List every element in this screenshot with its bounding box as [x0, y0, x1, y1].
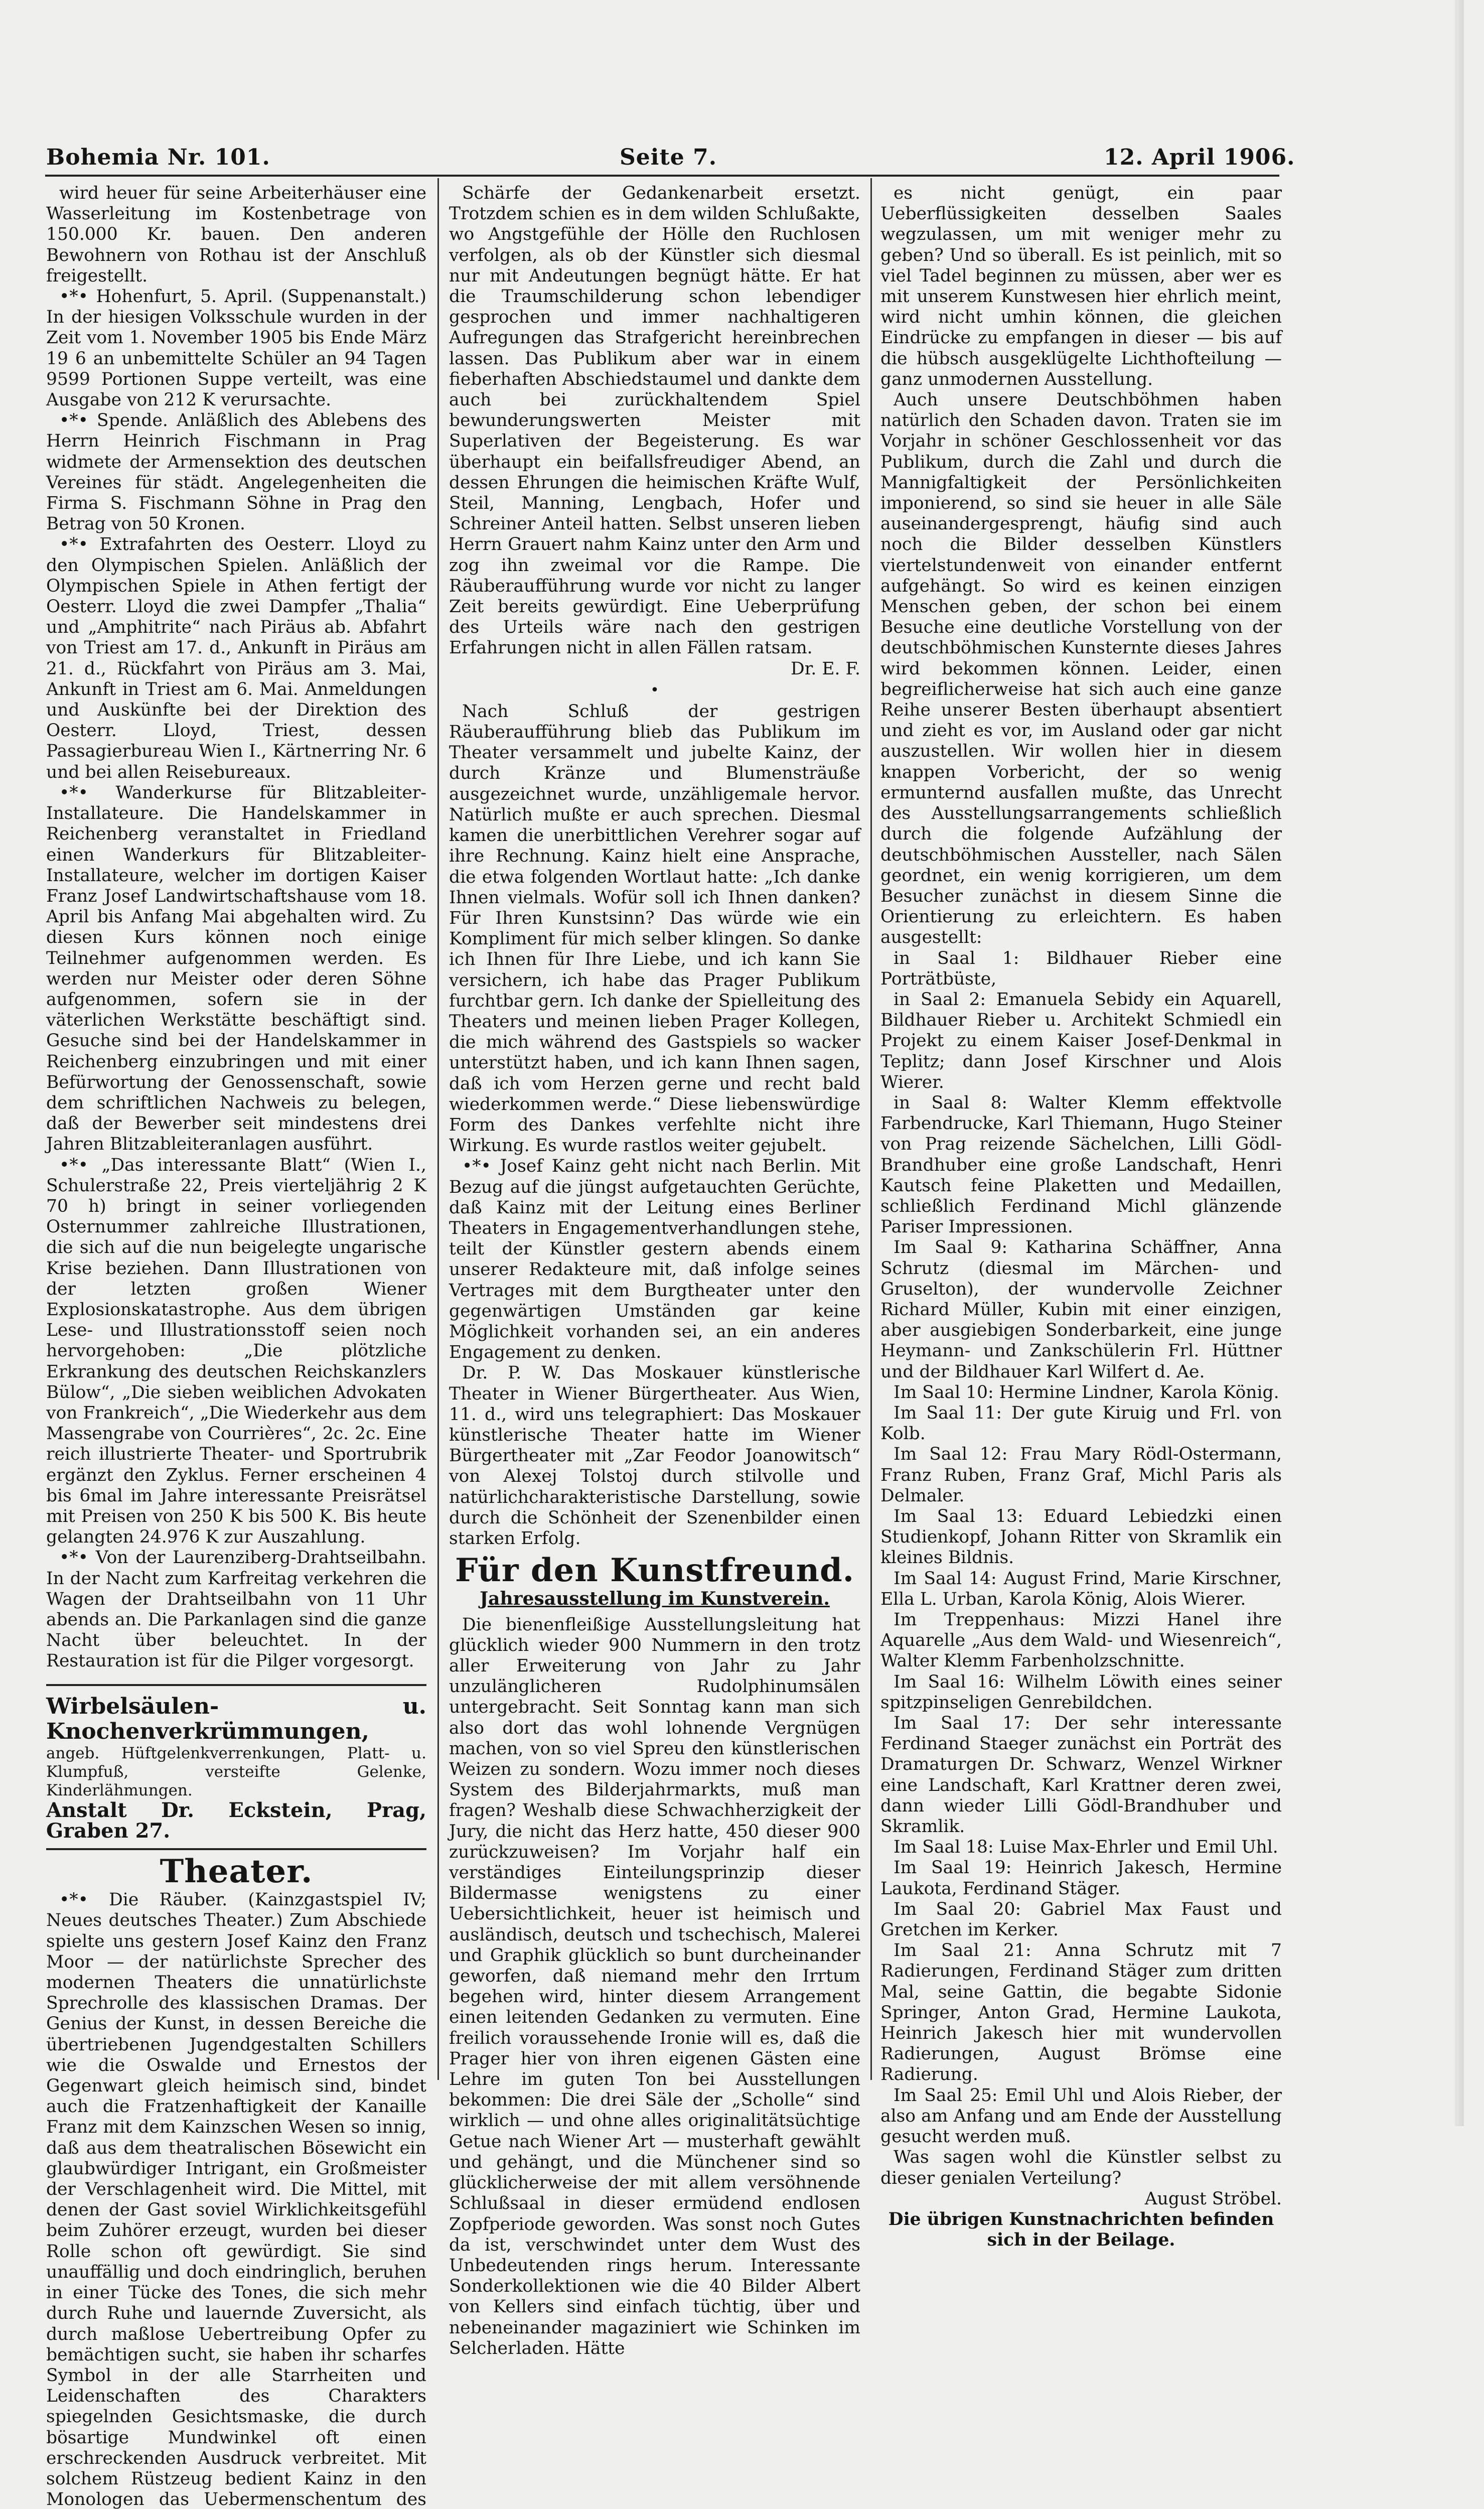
- header-rule: [45, 175, 1279, 177]
- list-saal-16: Im Saal 16: Wilhelm Löwith eines seiner spitzpinseligen Genrebildchen.: [880, 1671, 1282, 1713]
- article-deutschboehmen: Auch unsere Deutschböhmen haben natürlich den Schaden davon. Traten sie im Vorjahr in schöner Geschlossenheit vor das Publikum, durch die Zahl und durch die Mannigfaltigkeit der Persönlichkeiten imponierend, so sind sie heuer in alle Säle auseinandergesprengt, häufig sind auch noch die Bilder desselben Künstlers viertelstundenweit von einander entfernt aufgehängt. So wird es keinen einzigen Menschen geben, der schon bei einem Besuche eine deutliche Vorstellung von der deutschböhmischen Kunsternte dieses Jahres wird bekommen können. Leider, einen begreiflicherweise hat sich auch eine ganze Reihe unserer Besten überhaupt absentiert und zieht es vor, im Ausland oder gar nicht auszustellen. Wir wollen hier in diesem knappen Vorbericht, der so wenig ermunternd ausfallen mußte, das Unrecht des Ausstellungsarrangements schließlich durch die folgende Aufzählung der deutschböhmischen Aussteller, nach Sälen geordnet, ein wenig korrigieren, um dem Besucher zunächst in diesem Sinne die Orientierung zu erleichtern. Es haben ausgestellt:: [880, 390, 1282, 948]
- article-kainz-berlin: •*• Josef Kainz geht nicht nach Berlin. Mit Bezug auf die jüngst aufgetauchten Gerüchte, daß Kainz mit der Leitung eines Berliner Theaters in Engagementverhandlungen stehe, teilt der Künstler gestern abends einem unserer Redakteure mit, daß infolge seines Vertrages mit dem Burgtheater unter den gegenwärtigen Umständen gar keine Möglichkeit vorhanden sei, an ein anderes Engagement zu denken.: [449, 1156, 860, 1363]
- list-saal-20: Im Saal 20: Gabriel Max Faust und Gretchen im Kerker.: [880, 1899, 1282, 1940]
- list-saal-17: Im Saal 17: Der sehr interessante Ferdinand Staeger zunächst ein Porträt des Dramaturgen Dr. Schwarz, Wenzel Wirkner eine Landschaft, Karl Krattner deren zwei, dann wieder Lilli Gödl-Brandhuber und Skramlik.: [880, 1713, 1282, 1837]
- article-lloyd: •*• Extrafahrten des Oesterr. Lloyd zu den Olympischen Spielen. Anläßlich der Olympischen Spiele in Athen fertigt der Oesterr. Lloyd die zwei Dampfer „Thalia“ und „Amphitrite“ nach Piräus ab. Abfahrt von Triest am 17. d., Ankunft in Piräus am 21. d., Rückfahrt von Piräus am 3. Mai, Ankunft in Triest am 6. Mai. Anmeldungen und Auskünfte bei der Direktion des Oesterr. Lloyd, Triest, dessen Passagierbureau Wien I., Kärtnerring Nr. 6 und bei allen Reisebureaux.: [46, 534, 426, 782]
- list-saal-9: Im Saal 9: Katharina Schäffner, Anna Schrutz (diesmal im Märchen- und Gruselton), der wundervolle Zeichner Richard Müller, Kubin mit einer einzigen, aber ausgiebigen Sonderbarkeit, eine junge Heymann- und Zankschülerin Frl. Hüttner und der Bildhauer Karl Wilfert d. Ae.: [880, 1237, 1282, 1382]
- list-saal-10: Im Saal 10: Hermine Lindner, Karola König.: [894, 1382, 1279, 1403]
- article-drahtseilbahn: •*• Von der Laurenziberg-Drahtseilbahn. In der Nacht zum Karfreitag verkehren die Wagen der Drahtseilbahn von 11 Uhr abends an. Die Parkanlagen sind die ganze Nacht über beleuchtet. In der Restauration ist für die Pilger vorgesorgt.: [46, 1548, 426, 1671]
- subheading-jahresausstellung: Jahresausstellung im Kunstverein.: [480, 1588, 830, 1610]
- column-rule-2: [870, 178, 872, 2080]
- author-signature: Dr. E. F.: [791, 658, 860, 679]
- ad-firm: Anstalt Dr. Eckstein, Prag, Graben 27.: [46, 1798, 426, 1843]
- section-heading-kunstfreund: Für den Kunstfreund.: [455, 1552, 855, 1590]
- advertisement-eckstein: [46, 1684, 426, 1850]
- ad-title: Wirbelsäulen- u. Knochenverkrümmungen,: [46, 1693, 426, 1744]
- list-saal-1: in Saal 1: Bildhauer Rieber eine Porträtbüste,: [880, 948, 1282, 989]
- author-signature-stroebel: August Ströbel.: [1144, 2188, 1282, 2209]
- page-edge-shadow: [1455, 0, 1464, 2126]
- article-raeuber: •*• Die Räuber. (Kainzgastspiel IV; Neues deutsches Theater.) Zum Abschiede spielte uns gestern Josef Kainz den Franz Moor — der natürlichste Sprecher des modernen Theaters die unnatürlichste Sprechrolle des klassischen Dramas. Der Genius der Kunst, in dessen Bereiche die übertriebenen Jugendgestalten Schillers wie die Oswalde und Ernestos der Gegenwart gleich heimisch sind, bindet auch die Fratzenhaftigkeit der Kanaille Franz mit dem Kainzschen Wesen so innig, daß aus dem theatralischen Bösewicht ein glaubwürdiger Intrigant, ein Großmeister der Verschlagenheit wird. Die Mittel, mit denen der Gast soviel Wirklichkeitsgefühl beim Zuhörer erzeugt, wurden bei dieser Rolle schon oft gewürdigt. Sie sind unauffällig und doch eindringlich, beruhen in einer Tücke des Tones, die sich mehr durch Ruhe und lauernde Zuversicht, als durch maßlose Uebertreibung Opfer zu bemächtigen sucht, sie haben ihr scharfes Symbol in der alle Starrheiten und Leidenschaften des Charakters spiegelnden Gesichtsmaske, die durch bösartige Mundwinkel oft einen erschreckenden Ausdruck verbreitet. Mit solchem Rüstzeug bedient Kainz in den Monologen das Uebermenschentum des: [46, 1890, 426, 2509]
- column-3: [880, 183, 1282, 2251]
- list-saal-8: in Saal 8: Walter Klemm effektvolle Farbendrucke, Karl Thiemann, Hugo Steiner von Prag reizende Sächelchen, Lilli Gödl-Brandhuber eine große Landschaft, Henri Kautsch feine Plaketten und Medaillen, schließlich Ferdinand Michl glänzende Pariser Impressionen.: [880, 1092, 1282, 1237]
- list-saal-25: Im Saal 25: Emil Uhl und Alois Rieber, der also am Anfang und am Ende der Ausstellung gesucht werden muß.: [880, 2085, 1282, 2147]
- article-raeuber-continued: Schärfe der Gedankenarbeit ersetzt. Trotzdem schien es in dem wilden Schlußakte, wo Angstgefühle der Hölle den Ruchlosen verfolgen, als ob der Künstler sich diesmal nur mit Andeutungen begnügt hätte. Er hat die Traumschilderung schon lebendiger gesprochen und immer nachhaltigeren Aufregungen das Strafgericht hereinbrechen lassen. Das Publikum aber war in einem fieberhaften Abschiedstaumel und dankte dem auch bei zurückhaltendem Spiel bewunderungswerten Meister mit Superlativen der Begeisterung. Es war überhaupt ein beifallsfreudiger Abend, an dessen Ehrungen die heimischen Kräfte Wulf, Steil, Manning, Lengbach, Hofer und Schreiner Anteil hatten. Selbst unseren lieben Herrn Grauert nahm Kainz unter den Arm und zog ihn zweimal vor die Rampe. Die Räuberaufführung wurde vor nicht zu langer Zeit bereits gewürdigt. Eine Ueberprüfung des Urteils wäre nach den gestrigen Erfahrungen nicht in allen Fällen ratsam.: [449, 183, 860, 658]
- ad-text: angeb. Hüftgelenkverrenkungen, Platt- u. Klumpfuß, versteifte Gelenke, Kinderlähmungen.: [46, 1744, 426, 1799]
- list-saal-21: Im Saal 21: Anna Schrutz mit 7 Radierungen, Ferdinand Stäger zum dritten Mal, seine Gattin, die begabte Sidonie Springer, Anton Grad, Hermine Laukota, Heinrich Jakesch hier mit wundervollen Radierungen, August Brömse eine Radierung.: [880, 1940, 1282, 2085]
- list-saal-18: Im Saal 18: Luise Max-Ehrler und Emil Uhl.: [894, 1837, 1278, 1858]
- article-ausstellung-continued: es nicht genügt, ein paar Ueberflüssigkeiten desselben Saales wegzulassen, um mit weniger mehr zu geben? Und so überall. Es ist peinlich, mit so viel Tadel beginnen zu müssen, aber wer es mit unserem Kunstwesen hier ehrlich meint, wird nicht umhin können, die gleichen Eindrücke zu empfangen in dieser — bis auf die hübsch ausgeklügelte Lichthofteilung — ganz unmodernen Ausstellung.: [880, 183, 1282, 389]
- column-rule-1: [437, 178, 439, 2080]
- section-heading-theater: Theater.: [160, 1853, 313, 1891]
- article-rothau-end: wird heuer für seine Arbeiterhäuser eine Wasserleitung im Kostenbetrage von 150.000 Kr. bauen. Den anderen Bewohnern von Rothau ist der Anschluß freigestellt.: [46, 183, 426, 286]
- list-saal-13: Im Saal 13: Eduard Lebiedzki einen Studienkopf, Johann Ritter von Skramlik ein kleines Bildnis.: [880, 1506, 1282, 1568]
- list-saal-12: Im Saal 12: Frau Mary Rödl-Ostermann, Franz Ruben, Franz Graf, Michl Paris als Delmaler.: [880, 1444, 1282, 1506]
- masthead-left: Bohemia Nr. 101.: [46, 145, 270, 170]
- column-2: [449, 183, 860, 2358]
- article-interessante-blatt: •*• „Das interessante Blatt“ (Wien I., Schulerstraße 22, Preis vierteljährig 2 K 70 h) bringt in seiner vorliegenden Osternummer zahlreiche Illustrationen, die sich auf die nun beigelegte ungarische Krise beziehen. Dann Illustrationen von der letzten großen Wiener Explosionskatastrophe. Aus dem übrigen Lese- und Illustrationsstoff seien noch hervorgehoben: „Die plötzliche Erkrankung des deutschen Reichskanzlers Bülow“, „Die sieben weiblichen Advokaten von Frankreich“, „Die Wiederkehr aus dem Massengrabe von Courrières“, 2c. 2c. Eine reich illustrierte Theater- und Sportrubrik ergänzt den Zyklus. Ferner erscheinen 4 bis 6mal im Jahre interessante Preisrätsel mit Preisen von 250 K bis 500 K. Bis heute gelangten 24.976 K zur Auszahlung.: [46, 1155, 426, 1548]
- article-moskauer-theater: Dr. P. W. Das Moskauer künstlerische Theater in Wiener Bürgertheater. Aus Wien, 11. d., wird uns telegraphiert: Das Moskauer künstlerische Theater hatte im Wiener Bürgertheater mit „Zar Feodor Joanowitsch“ von Alexej Tolstoj durch stilvolle und natürlichcharakteristische Darstellung, sowie durch die Schönheit der Szenenbilder einen starken Erfolg.: [449, 1363, 860, 1549]
- article-spende: •*• Spende. Anläßlich des Ablebens des Herrn Heinrich Fischmann in Prag widmete der Armensektion des deutschen Vereines für städt. Angelegenheiten die Firma S. Fischmann Söhne in Prag den Betrag von 50 Kronen.: [46, 410, 426, 534]
- article-jahresausstellung: Die bienenfleißige Ausstellungsleitung hat glücklich wieder 900 Nummern in den trotz aller Erweiterung von Jahr zu Jahr unzulänglicheren Rudolphinumsälen untergebracht. Seit Sonntag kann man sich also dort das wohl lohnende Vergnügen machen, von so viel Spreu den künstlerischen Weizen zu sondern. Wozu immer noch dieses System des Bilderjahrmarkts, muß man fragen? Weshalb diese Schwachherzigkeit der Jury, die nicht das Herz hatte, 450 dieser 900 zurückzuweisen? Im Vorjahr half ein verständiges Einteilungsprinzip dieser Bildermasse wenigstens zu einer Uebersichtlichkeit, heuer ist heimisch und ausländisch, deutsch und tschechisch, Malerei und Graphik glücklich so bunt durcheinander geworfen, daß niemand mehr den Irrtum begehen wird, hinter diesem Arrangement einen leitenden Gedanken zu vermuten. Eine freilich voraussehende Ironie will es, daß die Prager hier von ihren eigenen Gästen eine Lehre im guten Ton bei Ausstellungen bekommen: Die drei Säle der „Scholle“ sind wirklich — und ohne alles originalitätsüchtige Getue nach Wiener Art — musterhaft gewählt und gehängt, und die Münchener sind so glücklicherweise der mit allem versöhnende Schlußsaal in dieser ermüdend endlosen Zopfperiode geworden. Was sonst noch Gutes da ist, verschwindet unter dem Wust des Unbedeutenden rings herum. Interessante Sonderkollektionen wie die 40 Bilder Albert von Kellers sind einfach tüchtig, über und nebeneinander magaziniert wie Schinken im Selcherladen. Hätte: [449, 1614, 860, 2358]
- list-saal-11: Im Saal 11: Der gute Kiruig und Frl. von Kolb.: [880, 1403, 1282, 1444]
- footer-note: Die übrigen Kunstnachrichten befinden sich in der Beilage.: [888, 2209, 1274, 2251]
- column-1: [46, 183, 426, 2509]
- separator-dot: •: [650, 681, 659, 699]
- page-number: Seite 7.: [620, 145, 717, 170]
- list-saal-2: in Saal 2: Emanuela Sebidy ein Aquarell, Bildhauer Rieber u. Architekt Schmiedl ein Projekt zu einem Kaiser Josef-Denkmal in Teplitz; dann Josef Kirschner und Alois Wierer.: [880, 989, 1282, 1092]
- issue-date: 12. April 1906.: [1104, 145, 1295, 170]
- list-treppenhaus: Im Treppenhaus: Mizzi Hanel ihre Aquarelle „Aus dem Wald- und Wiesenreich“, Walter Klemm Farbenholzschnitte.: [880, 1610, 1282, 1671]
- list-saal-14: Im Saal 14: August Frind, Marie Kirschner, Ella L. Urban, Karola König, Alois Wierer.: [880, 1568, 1282, 1609]
- closing-question: Was sagen wohl die Künstler selbst zu dieser genialen Verteilung?: [880, 2147, 1282, 2188]
- list-saal-19: Im Saal 19: Heinrich Jakesch, Hermine Laukota, Ferdinand Stäger.: [880, 1858, 1282, 1899]
- article-kainz-speech: Nach Schluß der gestrigen Räuberaufführung blieb das Publikum im Theater versammelt und jubelte Kainz, der durch Kränze und Blumensträuße ausgezeichnet wurde, unzähligemale hervor. Natürlich mußte er auch sprechen. Diesmal kamen die unerbittlichen Verehrer sogar auf ihre Rechnung. Kainz hielt eine Ansprache, die etwa folgenden Wortlaut hatte: „Ich danke Ihnen vielmals. Wofür soll ich Ihnen danken? Für Ihren Kunstsinn? Das würde wie ein Kompliment für mich selber klingen. So danke ich Ihnen für Ihre Liebe, und ich kann Sie versichern, ich habe das Prager Publikum furchtbar gern. Ich danke der Spielleitung des Theaters und meinen lieben Prager Kollegen, die mich während des Gastspiels so wacker unterstützt haben, und ich kann Ihnen sagen, daß ich vom Herzen gerne und recht bald wiederkommen werde.“ Diese liebenswürdige Form des Dankes verfehlte nicht ihre Wirkung. Es wurde rastlos weiter gejubelt.: [449, 701, 860, 1156]
- article-hohenfurt: •*• Hohenfurt, 5. April. (Suppenanstalt.) In der hiesigen Volksschule wurden in der Zeit vom 1. November 1905 bis Ende März 19 6 an unbemittelte Schüler an 94 Tagen 9599 Portionen Suppe verteilt, was eine Ausgabe von 212 K verursachte.: [46, 287, 426, 410]
- article-wanderkurse: •*• Wanderkurse für Blitzableiter-Installateure. Die Handelskammer in Reichenberg veranstaltet in Friedland einen Wanderkurs für Blitzableiter-Installateure, welcher im dortigen Kaiser Franz Josef Landwirtschaftshause vom 18. April bis Anfang Mai abgehalten wird. Zu diesen Kurs können noch einige Teilnehmer aufgenommen werden. Es werden nur Meister oder deren Söhne aufgenommen, sofern sie in der väterlichen Werkstätte beschäftigt sind. Gesuche sind bei der Handelskammer in Reichenberg einzubringen und mit einer Befürwortung der Genossenschaft, sowie dem schriftlichen Nachweis zu belegen, daß der Bewerber seit mindestens drei Jahren Blitzableiteranlagen ausführt.: [46, 782, 426, 1155]
